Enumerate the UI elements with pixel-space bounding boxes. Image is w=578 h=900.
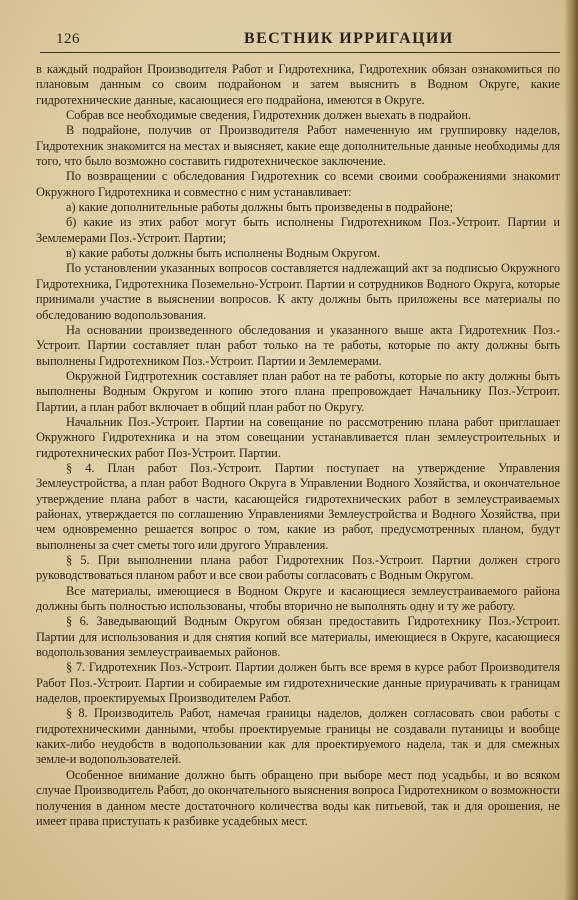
paragraph: Собрав все необходимые сведения, Гидротехник должен выехать в подрайон. [66, 108, 472, 123]
running-title: ВЕСТНИК ИРРИГАЦИИ [244, 30, 454, 47]
paragraph: По установлении указанных вопросов составляется надлежащий акт за подписью Окружного Гидротехника, Гидротехника Поземельно-Устроит. Партии и сотрудников Водного Округа, которые принимали участие в выяснении вопросов. К акту должны быть приложены все материалы по обследованию водопользования. [36, 261, 560, 322]
paragraph: По возвращении с обследования Гидротехник со всеми своими соображениями знакомит Окружного Гидротехника и совместно с ним устанавливает: [36, 169, 560, 199]
paragraph: Все материалы, имеющиеся в Водном Округе и касающиеся землеустраиваемого района должны быть полностью использованы, чтобы вторично не выполнять одну и ту же работу. [36, 583, 560, 614]
paragraph: в каждый подрайон Производителя Работ и Гидротехника, Гидротехник обязан ознакомиться по плановым данным со своим подрайоном и затем выяснить в Водном Округе, какие гидротехнические данные, касающиеся его подрайона, имеются в Округе. [36, 62, 560, 107]
paragraph: Особенное внимание должно быть обращено при выборе мест под усадьбы, и во всяком случае Производитель Работ, до окончательного выяснения вопроса Гидротехником о возможности получения в данном месте достаточного количества воды как питьевой, так и для орошения, не имеет права приступать к разбивке усадебных мест. [36, 767, 560, 828]
section-paragraph: § 5. При выполнении плана работ Гидротехник Поз.-Устроит. Партии должен строго руководствоваться планом работ и все свои работы согласовать с Водным Округом. [36, 553, 560, 583]
header-rule [40, 52, 560, 53]
section-paragraph: § 8. Производитель Работ, намечая границы наделов, должен согласовать свои работы с гидротехническими данными, чтобы проектируемые границы не создавали путаницы и вообще каких-либо неудобств в водопользовании как для проектируемого надела, так и для смежных земле-и водопользователей. [36, 706, 560, 767]
list-item: а) какие дополнительные работы должны быть произведены в подрайоне; [66, 200, 453, 215]
paragraph: Окружной Гидтротехник составляет план работ на те работы, которые по акту должны быть выполнены Водным Округом и копию этого плана препровождает Начальнику Поз.-Устроит. Партии, а план работ включает в общий план работ по Округу. [36, 368, 560, 414]
paragraph: На основании произведенного обследования и указанного выше акта Гидротехник Поз.-Устроит. Партии составляет план работ только на те работы, которые по акту должны быть выполнены Гидротехником Поз.-Устроит. Партии и Землемерами. [36, 322, 560, 368]
section-paragraph: § 4. План работ Поз.-Устроит. Партии поступает на утверждение Управления Землеустройства, а план работ Водного Округа в Управлении Водного Хозяйства, и окончательное утверждение плана работ в части, касающейся гидротехнических работ в землеустраиваемых районах, утверждается по соглашению Управлениями Землеустройства и Водного Хозяйства, при чем одновременно решается вопрос о том, какие из работ, предусмотренных планом, будут выполнены за счет сметы того или другого Управления. [36, 460, 560, 552]
page-edge-shadow [564, 0, 578, 900]
page-number: 126 [56, 31, 80, 47]
paragraph: Начальник Поз.-Устроит. Партии на совещание по рассмотрению плана работ приглашает Окружного Гидротехника и на этом совещании устанавливается план землеустроительных и гидротехнических работ Поз-Устроит. Партии. [36, 414, 560, 460]
list-item: в) какие работы должны быть исполнены Водным Округом. [66, 246, 381, 261]
body-text [36, 62, 560, 829]
paragraph: В подрайоне, получив от Производителя Работ намеченную им группировку наделов, Гидротехник знакомится на местах и выясняет, какие еще дополнительные данные необходимы для того, что было возможно составить гидротехническое заключение. [36, 123, 560, 169]
list-item: б) какие из этих работ могут быть исполнены Гидротехником Поз.-Устроит. Партии и Землемерами Поз.-Устроит. Партии; [36, 215, 560, 245]
running-header [46, 28, 556, 50]
section-paragraph: § 7. Гидротехник Поз.-Устроит. Партии должен быть все время в курсе работ Производителя Работ Поз.-Устроит. Партии и собираемые им гидротехнические данные приурачивать к границам наделов, проектируемых Производителем Работ. [36, 660, 560, 706]
section-paragraph: § 6. Заведывающий Водным Округом обязан предоставить Гидротехнику Поз.-Устроит. Партии для использования и для снятия копий все материалы, имеющиеся в Округе, касающиеся водопользования землеустраиваемых районов. [36, 614, 560, 660]
